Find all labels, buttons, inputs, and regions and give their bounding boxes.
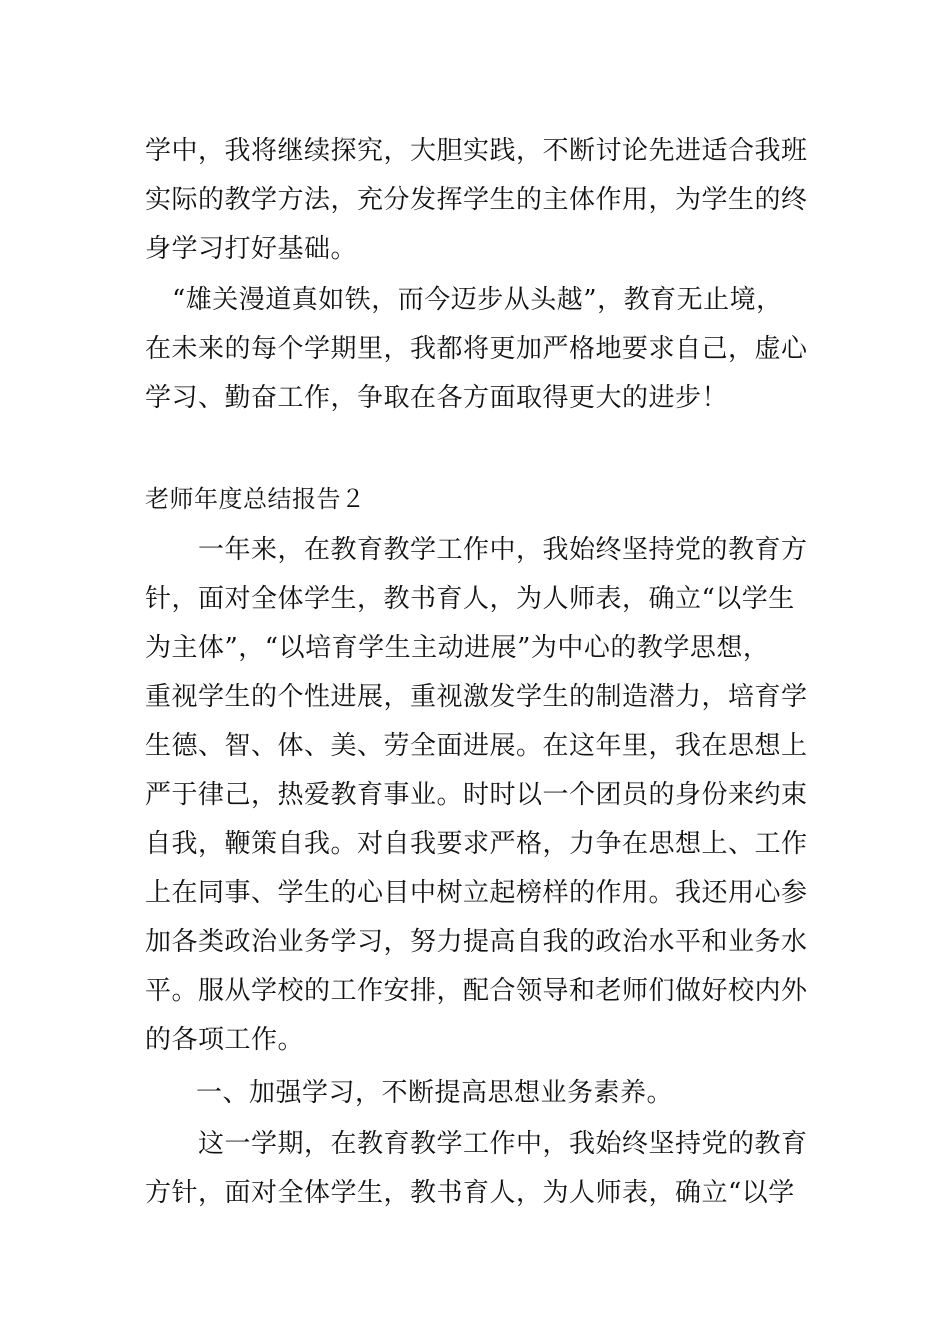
paragraph-line: 实际的教学方法，充分发挥学生的主体作用，为学生的终 bbox=[145, 185, 808, 215]
paragraph-line: 学习、勤奋工作，争取在各方面取得更大的进步！ bbox=[145, 383, 729, 413]
paragraph-line: 学中，我将继续探究，大胆实践，不断讨论先进适合我班 bbox=[145, 136, 808, 166]
paragraph-line: 一年来，在教育教学工作中，我始终坚持党的教育方 bbox=[198, 535, 808, 565]
subsection-heading: 一、加强学习，不断提高思想业务素养。 bbox=[196, 1078, 674, 1108]
paragraph-line: 上在同事、学生的心目中树立起榜样的作用。我还用心参 bbox=[145, 878, 808, 908]
paragraph-line: 严于律己，热爱教育事业。时时以一个团员的身份来约束 bbox=[145, 780, 808, 810]
paragraph-line: 加各类政治业务学习，努力提高自我的政治水平和业务水 bbox=[145, 927, 808, 957]
paragraph-line: 针，面对全体学生，教书育人，为人师表，确立“以学生 bbox=[145, 584, 795, 614]
paragraph-line: 自我，鞭策自我。对自我要求严格，力争在思想上、工作 bbox=[145, 829, 808, 859]
section-heading: 老师年度总结报告２ bbox=[145, 485, 366, 513]
paragraph-line: 在未来的每个学期里，我都将更加严格地要求自己，虚心 bbox=[145, 334, 808, 364]
paragraph-line: 为主体”，“以培育学生主动进展”为中心的教学思想， bbox=[145, 633, 770, 663]
paragraph-line: 方针，面对全体学生，教书育人，为人师表，确立“以学 bbox=[145, 1178, 795, 1208]
paragraph-line: 重视学生的个性进展，重视激发学生的制造潜力，培育学 bbox=[145, 682, 808, 712]
paragraph-line: 生德、智、体、美、劳全面进展。在这年里，我在思想上 bbox=[145, 731, 808, 761]
paragraph-line: 身学习打好基础。 bbox=[145, 234, 358, 264]
paragraph-line: “雄关漫道真如铁，而今迈步从头越”，教育无止境， bbox=[172, 285, 783, 315]
paragraph-line: 平。服从学校的工作安排，配合领导和老师们做好校内外 bbox=[145, 976, 808, 1006]
paragraph-line: 这一学期，在教育教学工作中，我始终坚持党的教育 bbox=[198, 1129, 808, 1159]
paragraph-line: 的各项工作。 bbox=[145, 1025, 305, 1055]
